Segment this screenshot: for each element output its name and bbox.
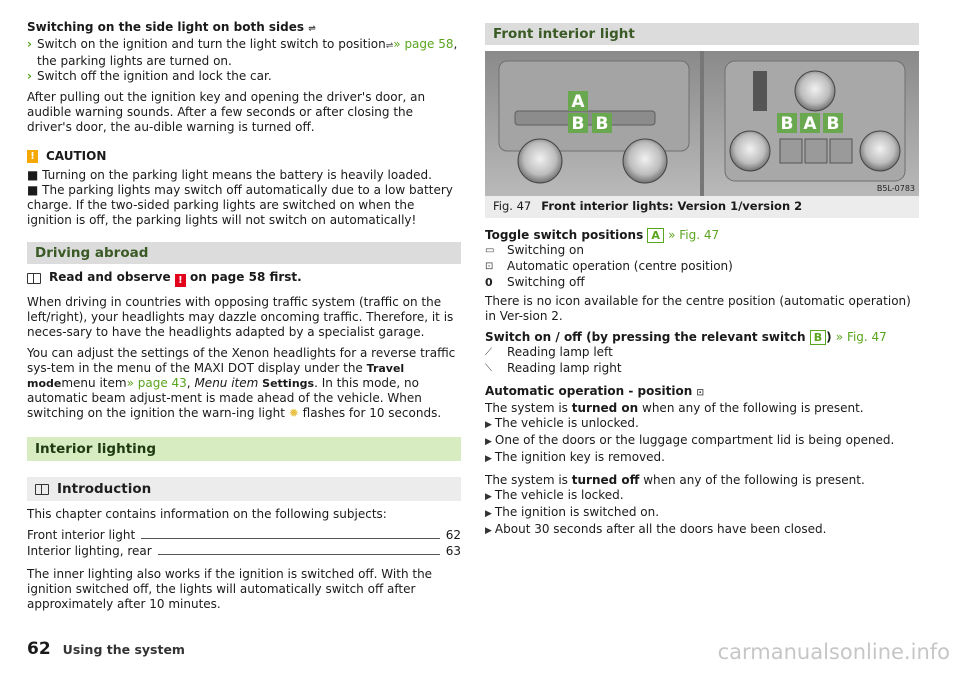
step-1: › Switch on the ignition and turn the light switch to position⇌» page 58, the parking lights are turned on.: [27, 37, 458, 68]
reading-left: ⟋ Reading lamp left: [485, 345, 613, 359]
caution-item: ■ The parking lights may switch off automatically due to a low battery charge. If the two-sided parking lights are switched on when the ignition is off, the parking lights will not switch on automatically!: [27, 183, 453, 227]
caution-block: [27, 149, 461, 228]
left-column: [27, 0, 461, 612]
no-icon-paragraph: There is no icon available for the centre position (automatic operation) in Ver-sion 2.: [485, 294, 911, 323]
figure-code: B5L-0783: [876, 184, 915, 193]
caution-heading: ! CAUTION: [27, 149, 461, 164]
chevron-icon: ›: [27, 37, 32, 51]
driving-abroad-header: Driving abroad: [27, 242, 461, 264]
page-58-link[interactable]: » page 58: [393, 37, 454, 51]
chevron-icon: ›: [27, 69, 32, 83]
right-column: [485, 0, 919, 539]
door-auto-icon: ⊡: [696, 388, 704, 398]
page-number: 62: [27, 639, 51, 659]
book-icon: [35, 484, 49, 495]
section-name: Using the system: [62, 642, 185, 657]
page-footer: [27, 639, 185, 659]
position-auto: ⊡ Automatic operation (centre position): [485, 259, 733, 273]
inner-lighting-paragraph: The inner lighting also works if the ignition is switched off. With the ignition switched off, the lights will automatically switch off after approximately after 10 minutes.: [27, 567, 433, 611]
position-off: 0 Switching off: [485, 275, 585, 289]
toggle-title: Toggle switch positions A » Fig. 47: [485, 228, 720, 242]
list-item: ▶ The ignition key is removed.: [485, 450, 665, 464]
figure-caption: Fig. 47 Front interior lights: Version 1/version 2: [485, 196, 919, 218]
system-on-text: The system is turned on when any of the following is present.: [485, 401, 864, 415]
switch-title: Switch on / off (by pressing the relevant switch B ) » Fig. 47: [485, 330, 887, 344]
side-light-title: Switching on the side light on both sides ⇌: [27, 20, 316, 34]
page-43-link[interactable]: » page 43: [126, 376, 187, 390]
auto-op-title: Automatic operation - position ⊡: [485, 384, 704, 398]
door-auto-icon: ⊡: [485, 261, 494, 272]
reading-right: ⟍ Reading lamp right: [485, 361, 622, 375]
system-off-text: The system is turned off when any of the following is present.: [485, 473, 865, 487]
read-observe-note: Read and observe ! on page 58 first.: [27, 270, 461, 287]
svg-text:B: B: [826, 114, 840, 134]
on-list: [485, 416, 919, 467]
front-interior-light-header: Front interior light: [485, 23, 919, 45]
driving-abroad-paragraph: When driving in countries with opposing traffic system (traffic on the left/right), your headlights may dazzle oncoming traffic. Therefore, it is neces-sary to have the headlights adapted by a specialist garage.: [27, 295, 454, 339]
light-on-icon: ▭: [485, 245, 495, 256]
intro-text: This chapter contains information on the following subjects:: [27, 507, 387, 521]
figure-47: [485, 51, 919, 196]
toc: [27, 528, 461, 559]
toc-row[interactable]: Front interior light 62: [27, 528, 461, 542]
step-2: › Switch off the ignition and lock the car.: [27, 69, 272, 83]
parking-light-icon: ⇌: [385, 41, 394, 51]
position-on: ▭ Switching on: [485, 243, 584, 257]
book-icon: [27, 273, 41, 284]
off-list: [485, 488, 919, 539]
reading-lamp-right-icon: ⟍: [485, 363, 492, 374]
xenon-paragraph: You can adjust the settings of the Xenon headlights for a reverse traffic sys-tem in the menu of the MAXI DOT display under the Travel modemenu item» page 43, Menu item Settings. In this mode, no automatic beam adjust-ment is made ahead of the vehicle. When switching on the ignition the warn-ing light ✹ flashes for 10 seconds.: [27, 346, 456, 420]
ignition-warning-paragraph: After pulling out the ignition key and opening the driver's door, an audible warning sounds. After a few seconds or after closing the driver's door, the au-dible warning is turned off.: [27, 90, 426, 134]
interior-lighting-header: Interior lighting: [27, 437, 461, 461]
list-item: ▶ The vehicle is locked.: [485, 488, 624, 502]
list-item: ▶ About 30 seconds after all the doors have been closed.: [485, 522, 827, 536]
svg-text:A: A: [571, 92, 585, 112]
parking-light-icon: ⇌: [308, 24, 316, 34]
headlight-warning-icon: ✹: [288, 406, 299, 420]
svg-text:B: B: [595, 114, 609, 134]
svg-text:B: B: [780, 114, 794, 134]
list-item: ▶ The vehicle is unlocked.: [485, 416, 639, 430]
fig-47-link[interactable]: » Fig. 47: [835, 330, 887, 344]
svg-text:B: B: [571, 114, 585, 134]
introduction-header: Introduction: [27, 477, 461, 501]
toc-row[interactable]: Interior lighting, rear 63: [27, 544, 461, 558]
list-item: ▶ The ignition is switched on.: [485, 505, 660, 519]
interior-light-illustration: [485, 51, 919, 196]
warning-icon: !: [175, 274, 186, 287]
svg-text:A: A: [803, 114, 817, 134]
caution-item: ■ Turning on the parking light means the battery is heavily loaded.: [27, 168, 432, 182]
reading-lamp-left-icon: ⟋: [485, 347, 492, 358]
caution-icon: !: [27, 150, 38, 163]
fig-47-link[interactable]: » Fig. 47: [668, 228, 720, 242]
watermark: carmanualsonline.info: [717, 640, 950, 664]
list-item: ▶ One of the doors or the luggage compartment lid is being opened.: [485, 433, 895, 447]
